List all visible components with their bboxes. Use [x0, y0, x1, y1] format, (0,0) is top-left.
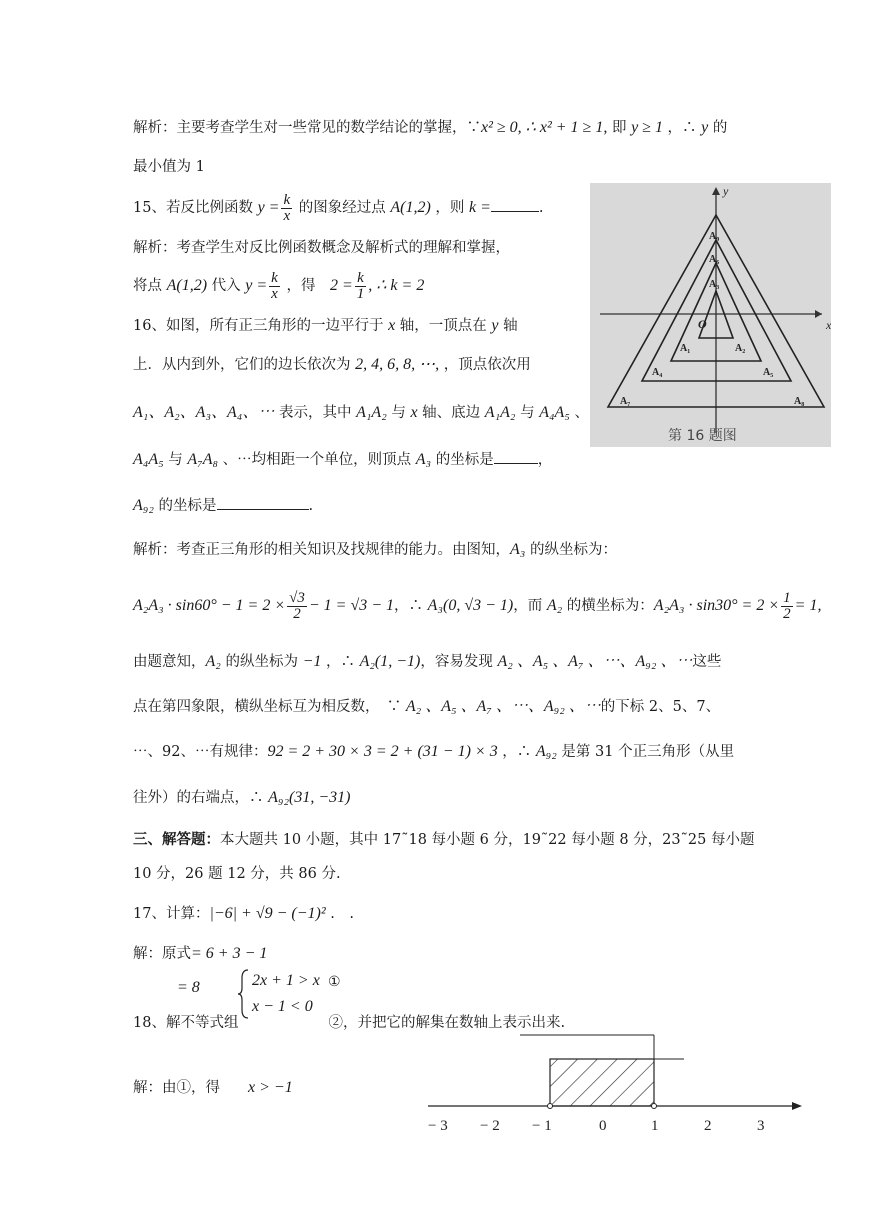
axis-arrow	[792, 1102, 802, 1110]
question-16-line3	[133, 403, 589, 423]
text: 轴	[498, 318, 518, 334]
math: x² ≥ 0, ∴ x² + 1 ≥ 1,	[481, 119, 608, 136]
fraction-k-over-x	[269, 271, 280, 302]
math: A₂ 、A₅ 、A₇ 、⋯、A₉₂ 、⋯	[497, 653, 693, 670]
tick-label: − 2	[480, 1118, 500, 1134]
math: A(1,2)	[166, 277, 208, 294]
numerator: k	[271, 269, 278, 286]
inequality-1: 2x + 1 > x	[252, 972, 320, 989]
open-point-1	[652, 1104, 657, 1109]
text: ，容易发现	[420, 654, 498, 670]
analysis-14-line1	[133, 118, 727, 138]
text: 解：由①，得	[133, 1080, 220, 1096]
x-axis-arrow	[815, 310, 822, 318]
tick-label: 2	[704, 1118, 712, 1134]
analysis-16-line6	[133, 788, 350, 808]
analysis-14-line2	[133, 157, 205, 177]
analysis-16-line2	[133, 586, 821, 626]
tick-label: 0	[599, 1118, 607, 1134]
label-a4: A₄	[652, 367, 663, 378]
section-title: 三、解答题：	[133, 831, 220, 848]
math: A₂ 、A₅ 、A₇ 、⋯、A₉₂ 、⋯	[405, 698, 601, 715]
label-a5: A₅	[763, 367, 774, 378]
answer-blank	[491, 197, 539, 212]
text: 18、解不等式组	[133, 1015, 239, 1031]
text: 解析：考查正三角形的相关知识及找规律的能力。由图知，	[133, 542, 510, 558]
math: A(1,2)	[390, 199, 431, 216]
text: 的纵坐标为：	[525, 542, 617, 558]
question-17	[133, 904, 354, 924]
text: 代入	[207, 278, 246, 294]
math: A₄A₅	[133, 451, 164, 468]
math: k =	[469, 199, 491, 216]
text: 与	[163, 452, 188, 468]
math: A₃(0, √3 − 1)	[427, 597, 514, 614]
question-15	[133, 190, 544, 226]
text: 本大题共 10 小题，其中 17˜18 每小题 6 分，19˜22 每小题 8 分，23˜25 每小题	[220, 832, 755, 848]
text: ，∴	[394, 598, 428, 614]
math: , ∴ k = 2	[368, 277, 425, 294]
section-3-line1	[133, 830, 754, 850]
text: 最小值为 1	[133, 159, 205, 175]
text: ，并把它的解集在数轴上表示出来.	[342, 1015, 566, 1031]
figure-caption: 第 16 题图	[668, 428, 737, 444]
math: A₂A₃ · sin30° = 2 ×	[653, 597, 780, 614]
numerator: k	[355, 271, 367, 287]
text: 16、如图，所有正三角形的一边平行于	[133, 318, 389, 334]
denominator: x	[283, 207, 291, 224]
text: .	[308, 498, 314, 514]
circle-2: ②	[328, 1015, 343, 1031]
circle-1: ①	[328, 974, 341, 990]
label-a8: A₈	[794, 396, 805, 407]
math: y ≥ 1	[631, 119, 663, 136]
text: 解：原式	[133, 946, 191, 962]
math: 2, 4, 6, 8, ⋯,	[355, 356, 440, 373]
text: 与	[515, 405, 540, 421]
open-point-neg1	[548, 1104, 553, 1109]
text: 的图象经过点	[294, 200, 391, 216]
text: 、	[569, 405, 589, 421]
math: x	[410, 404, 418, 421]
inequality-2: x − 1 < 0	[252, 998, 313, 1015]
text: 17、计算：	[133, 906, 210, 922]
fraction-k-over-x	[281, 193, 292, 224]
text: ，∴	[321, 654, 360, 670]
text: 轴、底边	[417, 405, 485, 421]
label-a1: A₁	[680, 343, 691, 354]
text: 的下标 2、5、7、	[600, 699, 721, 715]
question-16-line5	[133, 495, 313, 516]
math: |−6| + √9 − (−1)²	[209, 905, 326, 922]
denominator: 2	[783, 605, 791, 622]
section-3-line2	[133, 864, 341, 884]
label-a2: A₂	[735, 343, 746, 354]
axis-x-label: x	[826, 318, 831, 332]
number-line	[428, 1030, 808, 1140]
text: 15、若反比例函数	[133, 200, 258, 216]
numerator: k	[283, 191, 291, 208]
answer-blank	[217, 495, 309, 510]
text: 、⋯均相距一个单位，则顶点	[218, 452, 416, 468]
math: A₂	[546, 597, 563, 614]
text: ，得	[281, 278, 330, 294]
y-axis-arrow	[712, 187, 720, 195]
text: 这些	[692, 654, 722, 670]
question-16-line2	[133, 355, 531, 375]
denominator: 2	[293, 605, 301, 622]
origin-label: O	[698, 317, 707, 331]
label-a9: A₉	[709, 231, 720, 242]
text: 的横坐标为：	[562, 598, 654, 614]
math: A₉₂(31, −31)	[268, 789, 351, 806]
text: ，则	[430, 200, 470, 216]
text: 的	[708, 120, 728, 136]
text: 的坐标是	[153, 498, 217, 514]
analysis-16-line5	[133, 742, 734, 762]
question-16-line1	[133, 316, 518, 336]
tick-label: − 1	[532, 1118, 552, 1134]
fraction-sqrt3-over-2	[287, 591, 307, 622]
solution-17-line2	[177, 978, 200, 998]
analysis-15-line2	[133, 268, 424, 304]
math: y	[701, 119, 709, 136]
analysis-16-line1	[133, 540, 617, 560]
math: y =	[245, 277, 268, 294]
math: = 6 + 3 − 1	[191, 945, 268, 962]
solution-18	[133, 1078, 293, 1098]
text: . .	[325, 906, 354, 922]
text: 表示，其中	[274, 405, 357, 421]
math: A₃	[415, 451, 432, 468]
solution-17-line1	[133, 944, 267, 964]
number-line-diagram	[428, 1030, 808, 1140]
text: 的纵坐标为	[220, 654, 303, 670]
axis-y-label: y	[723, 184, 729, 198]
math: A₂	[205, 653, 221, 670]
math: x	[388, 317, 396, 334]
math: = 1,	[794, 597, 822, 614]
label-a6: A₆	[709, 254, 720, 265]
text: 轴，一顶点在	[395, 318, 492, 334]
text: 即	[607, 120, 632, 136]
denominator: 1	[356, 285, 365, 302]
math: A₃	[510, 541, 526, 558]
math: 92 = 2 + 30 × 3 = 2 + (31 − 1) × 3	[267, 743, 498, 760]
text: 由题意知，	[133, 654, 206, 670]
tick-label: 3	[757, 1118, 765, 1134]
text: .	[538, 200, 544, 216]
math: A₄A₅	[539, 404, 570, 421]
text: ，而	[513, 598, 547, 614]
math: = 8	[177, 979, 200, 996]
text: 上．从内到外，它们的边长依次为	[133, 357, 356, 373]
text: 10 分，26 题 12 分，共 86 分.	[133, 866, 341, 882]
math: A₁A₂	[484, 404, 516, 421]
solution-region	[550, 1059, 654, 1106]
fraction-k-over-1	[355, 271, 367, 302]
math: y =	[257, 199, 280, 216]
math: −1	[302, 653, 322, 670]
math: A₉₂	[133, 497, 154, 514]
text: ，∴	[662, 120, 702, 136]
label-a3: A₃	[709, 279, 720, 290]
tick-label: 1	[651, 1118, 659, 1134]
text: 解析：考查学生对反比例函数概念及解析式的理解和掌握，	[133, 240, 510, 256]
fraction-1-over-2	[781, 591, 793, 622]
tick-label: − 3	[428, 1118, 448, 1134]
denominator: x	[271, 285, 278, 302]
text: 解析：主要考查学生对一些常见的数学结论的掌握，∵	[133, 120, 481, 136]
question-16-line4	[133, 449, 552, 470]
figure-16	[590, 183, 831, 447]
math: − 1 = √3 − 1	[308, 597, 395, 614]
label-a7: A₇	[620, 396, 631, 407]
analysis-15-line1	[133, 238, 510, 258]
text: 与	[386, 405, 411, 421]
analysis-16-line4	[133, 697, 720, 717]
text: 点在第四象限，横纵坐标互为相反数， ∵	[133, 699, 406, 715]
text: ⋯、92、⋯有规律：	[133, 744, 268, 760]
nested-triangles-diagram	[590, 183, 831, 447]
text: ，	[537, 452, 553, 468]
math: 2 =	[329, 277, 353, 294]
numerator: √3	[289, 589, 305, 606]
text: 的坐标是	[431, 452, 494, 468]
text: 是第 31 个正三角形（从里	[556, 744, 735, 760]
text: ，∴	[497, 744, 536, 760]
numerator: 1	[783, 589, 791, 606]
analysis-16-line3	[133, 652, 721, 672]
math: A₇A₈	[187, 451, 219, 468]
math: A₁、A₂、A₃、A₄、⋯	[133, 404, 275, 421]
math: A₉₂	[535, 743, 557, 760]
math: A₁A₂	[356, 404, 387, 421]
text: 将点	[133, 278, 167, 294]
text: 往外）的右端点，∴	[133, 790, 269, 806]
math: A₂(1, −1)	[359, 653, 421, 670]
math: y	[491, 317, 499, 334]
text: ，顶点依次用	[439, 357, 531, 373]
math: x > −1	[248, 1079, 293, 1096]
math: A₂A₃ · sin60° − 1 = 2 ×	[133, 597, 286, 614]
answer-blank	[494, 449, 538, 464]
